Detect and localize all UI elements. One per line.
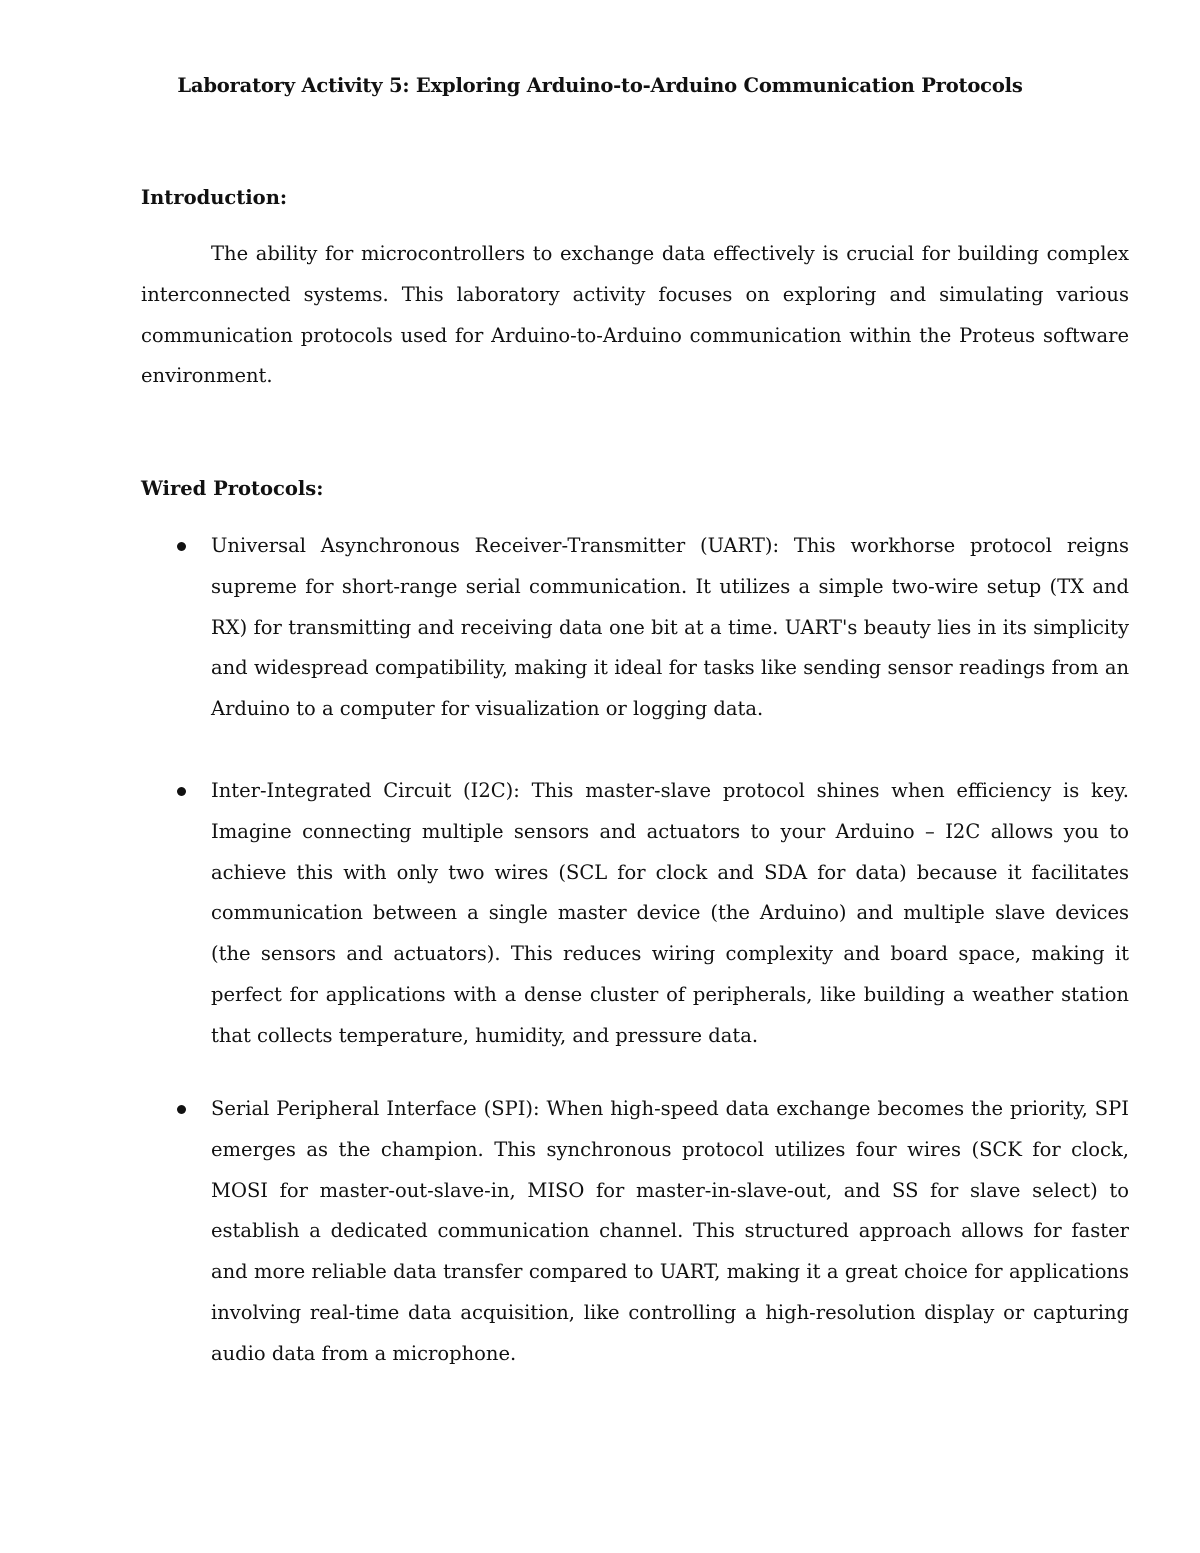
bullet-icon [177, 1105, 186, 1114]
uart-description: Universal Asynchronous Receiver-Transmitter (UART): This workhorse protocol reigns supreme for short-range serial communication. It utilizes a simple two-wire setup (TX and RX) for transmitting and receiving data one bit at a time. UART's beauty lies in its simplicity and widespread compatibility, making it ideal for tasks like sending sensor readings from an Arduino to a computer for visualization or logging data. [211, 534, 1129, 721]
bullet-icon [177, 542, 186, 551]
i2c-description: Inter-Integrated Circuit (I2C): This master-slave protocol shines when efficiency is key. Imagine connecting multiple sensors and actuators to your Arduino – I2C allows you to achieve this with only two wires (SCL for clock and SDA for data) because it facilitates communication between a single master device (the Arduino) and multiple slave devices (the sensors and actuators). This reduces wiring complexity and board space, making it perfect for applications with a dense cluster of peripherals, like building a weather station that collects temperature, humidity, and pressure data. [211, 779, 1129, 1047]
bullet-icon [177, 787, 186, 796]
spi-description: Serial Peripheral Interface (SPI): When high-speed data exchange becomes the priority, SPI emerges as the champion. This synchronous protocol utilizes four wires (SCK for clock, MOSI for master-out-slave-in, MISO for master-in-slave-out, and SS for slave select) to establish a dedicated communication channel. This structured approach allows for faster and more reliable data transfer compared to UART, making it a great choice for applications involving real-time data acquisition, like controlling a high-resolution display or capturing audio data from a microphone. [211, 1097, 1129, 1365]
document-title: Laboratory Activity 5: Exploring Arduino-to-Arduino Communication Protocols [177, 74, 1023, 97]
wired-protocols-heading: Wired Protocols: [141, 477, 324, 500]
introduction-paragraph: The ability for microcontrollers to exchange data effectively is crucial for building complex interconnected systems. This laboratory activity focuses on exploring and simulating various communication protocols used for Arduino-to-Arduino communication within the Proteus software environment. [141, 242, 1129, 388]
introduction-heading: Introduction: [141, 186, 288, 209]
